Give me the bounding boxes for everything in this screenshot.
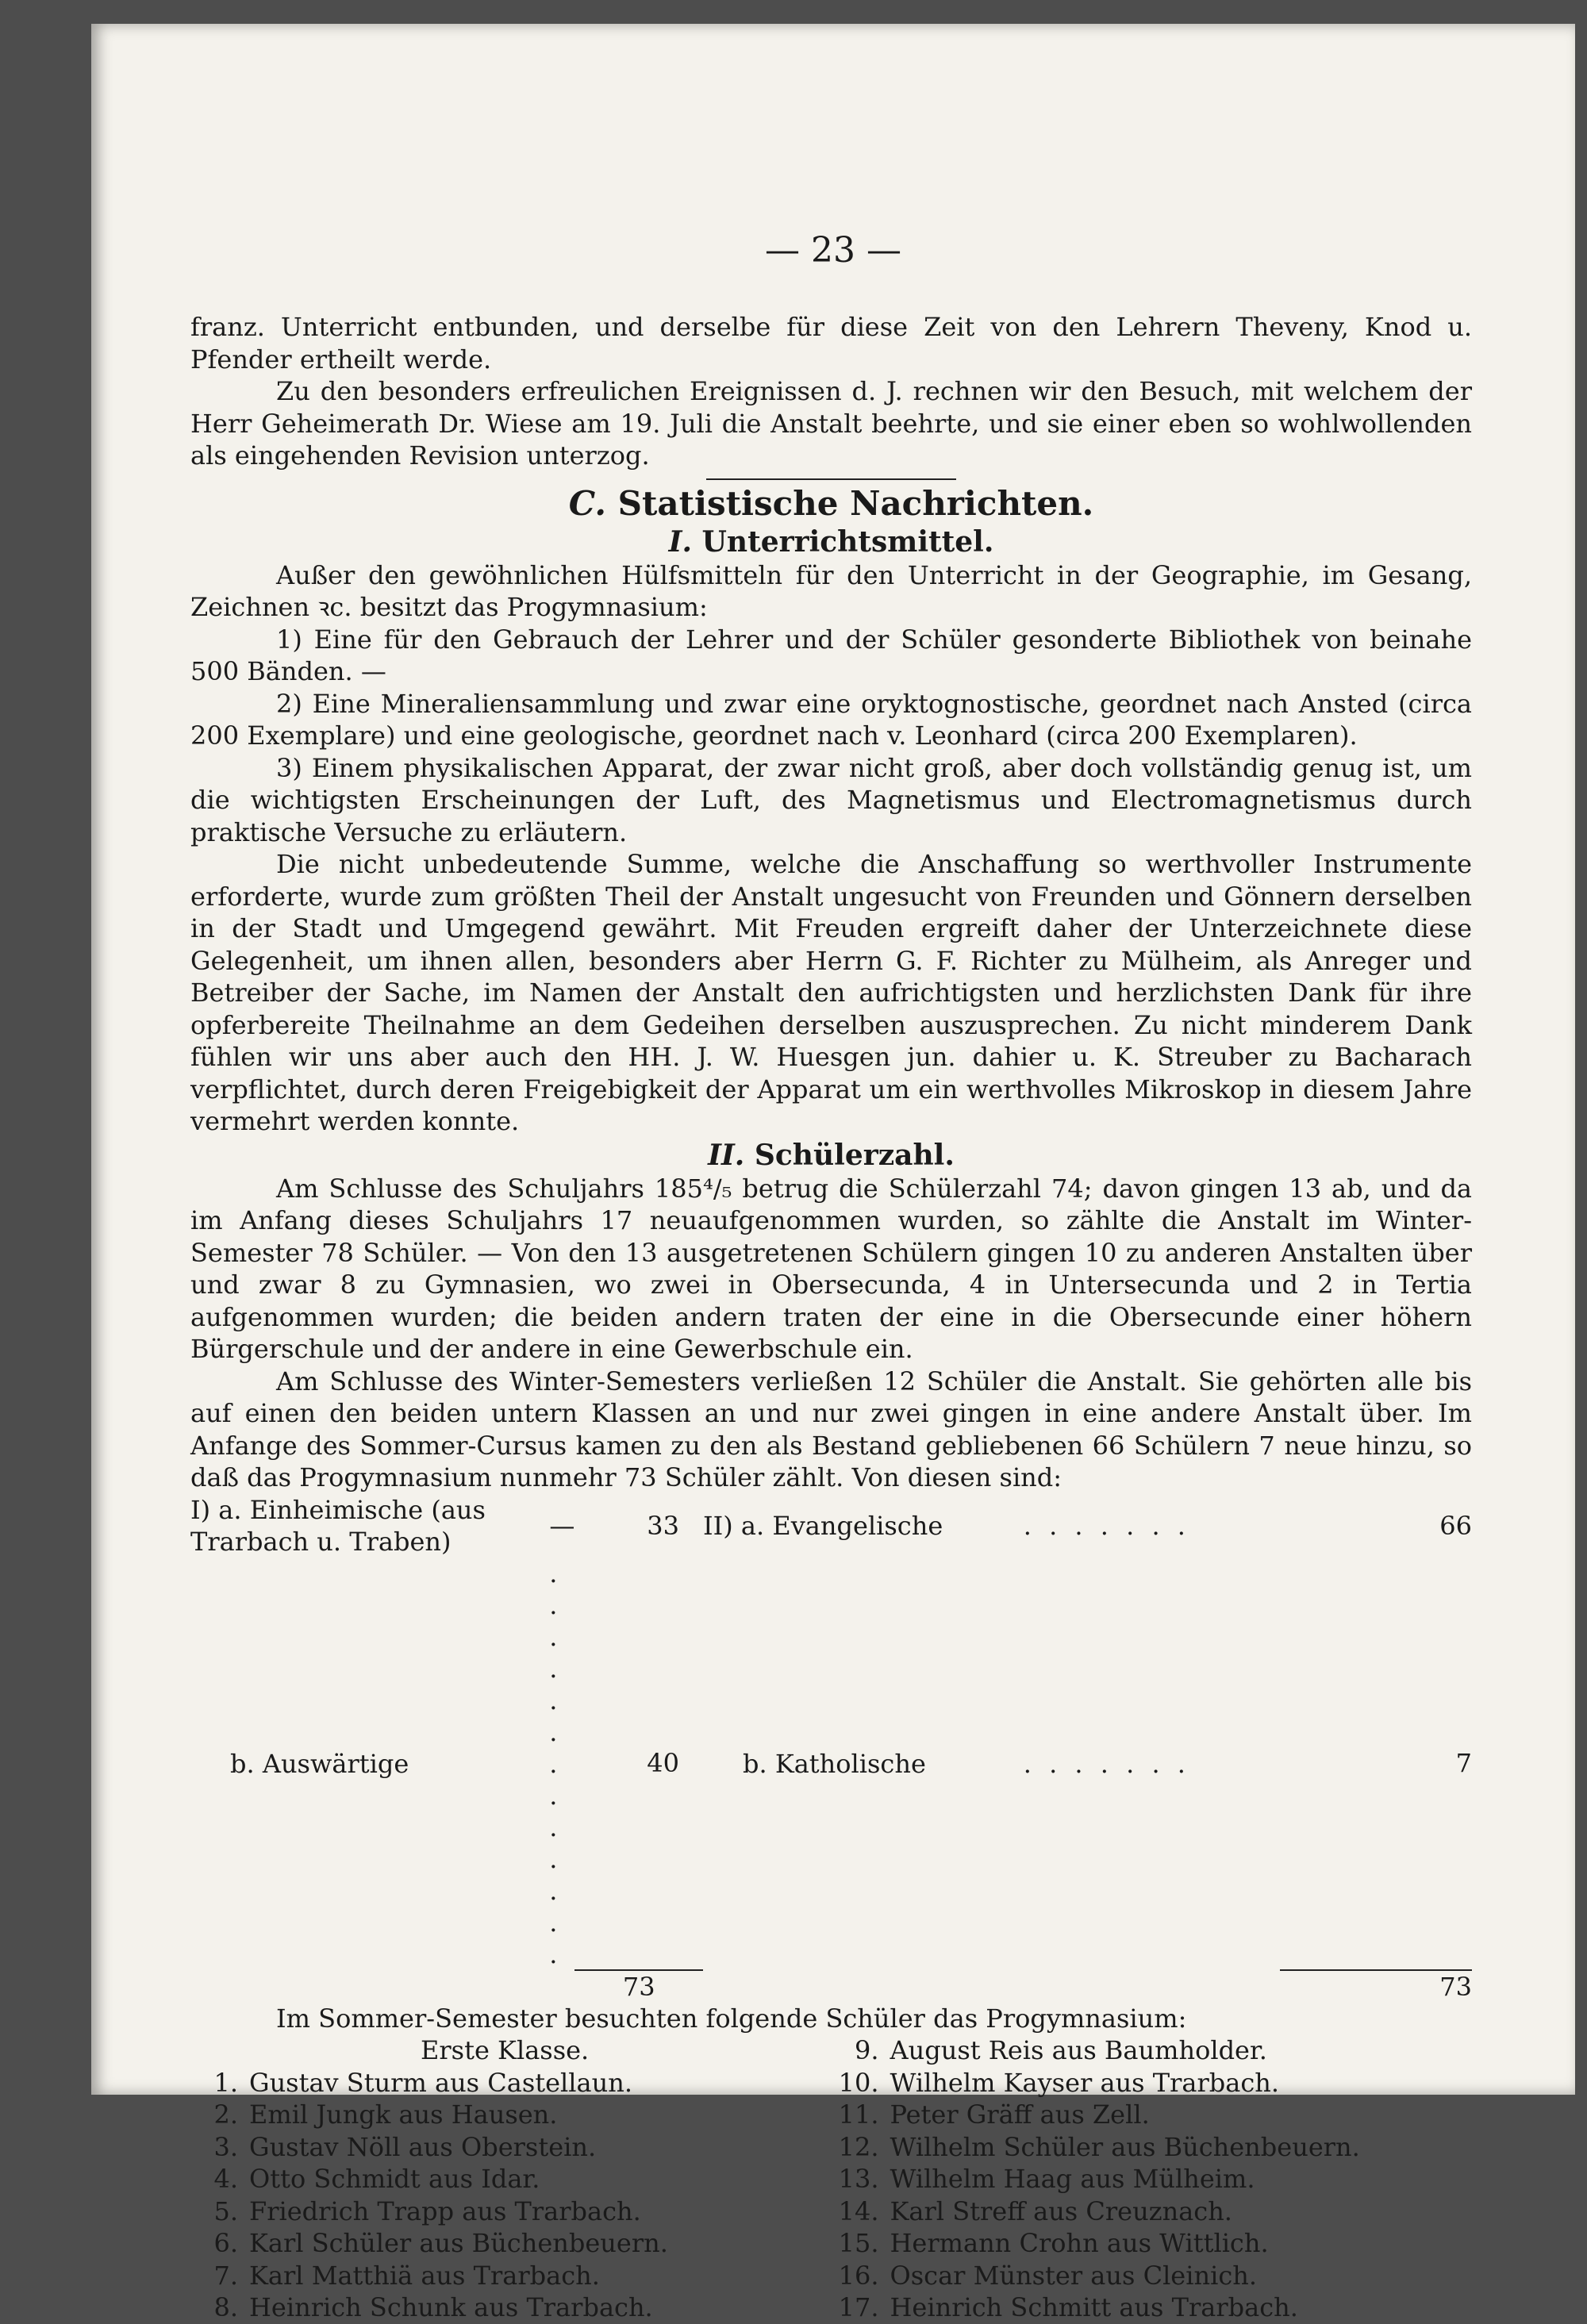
tally-left-label: I) a. Einheimische (aus Trarbach u. Traben) <box>190 1494 486 1557</box>
student-entry <box>832 2034 1473 2067</box>
student-number: 17. <box>838 2292 879 2322</box>
tally-left-label: b. Auswärtige <box>230 1748 409 1779</box>
section-divider <box>706 478 956 480</box>
tally-right-label: II) a. Evangelische <box>702 1510 943 1541</box>
student-number: 10. <box>838 2067 879 2098</box>
student-number: 13. <box>838 2164 879 2194</box>
student-entry <box>832 2195 1473 2228</box>
student-number: 12. <box>838 2131 879 2162</box>
student-number: 5. <box>213 2195 238 2226</box>
student-number: 6. <box>213 2228 238 2258</box>
student-number: 16. <box>838 2260 879 2291</box>
student-entry <box>190 2067 832 2099</box>
student-name: Karl Matthiä aus Trarbach. <box>249 2260 600 2291</box>
student-entry <box>832 2163 1473 2195</box>
part-1-numeral: I. <box>668 524 692 559</box>
student-entry <box>832 2291 1473 2324</box>
paragraph-2: Zu den besonders erfreulichen Ereignissen d. J. rechnen wir den Besuch, mit welchem der Herr Geheimerath Dr. Wiese am 19. Juli die Anstalt beehrte, und sie einer eben so wohlwollenden als eingehenden Revision unterzog. <box>190 376 1472 471</box>
tally-left-leader: — <box>549 1510 575 1541</box>
student-entry <box>190 2260 832 2292</box>
tally-row-1 <box>190 1494 1472 1558</box>
student-list-left <box>190 2034 832 2324</box>
student-name: Heinrich Schmitt aus Trarbach. <box>890 2292 1298 2322</box>
student-entry <box>832 2099 1473 2131</box>
student-entry <box>190 2227 832 2260</box>
student-number: 4. <box>213 2164 238 2194</box>
student-list-right-items <box>832 2034 1473 2324</box>
student-entry <box>832 2131 1473 2164</box>
tally-right-value: 7 <box>1455 1748 1472 1778</box>
part-1-closing: Die nicht unbedeutende Summe, welche die Anschaffung so werthvoller Instrumente erforderte, wurde zum größten Theil der Anstalt ungesucht von Freunden und Gönnern derselben in der Stadt und Umgegend gewährt. Mit Freuden ergreift daher der Unterzeichnete diese Gelegenheit, um ihnen allen, besonders aber Herrn G. F. Richter zu Mülheim, als Anreger und Betreiber der Sache, im Namen der Anstalt den aufrichtigsten und herzlichsten Dank für ihre opferbereite Theilnahme an dem Gedeihen derselben auszusprechen. Zu nicht minderem Dank fühlen wir uns aber auch den HH. J. W. Huesgen jun. dahier u. K. Streuber zu Bacharach verpflichtet, durch deren Freigebigkeit der Apparat um ein werthvolles Mikroskop in diesem Jahre vermehrt werden konnte. <box>190 849 1472 1136</box>
student-name: Emil Jungk aus Hausen. <box>249 2099 558 2130</box>
part-2-paragraph-2: Am Schlusse des Winter-Semesters verließen 12 Schüler die Anstalt. Sie gehörten alle bis auf einen den beiden untern Klassen an und nur zwei gingen in eine andere Anstalt über. Im Anfange des Sommer-Cursus kamen zu den als Bestand gebliebenen 66 Schülern 7 neue hinzu, so daß das Progymnasium nunmehr 73 Schüler zählt. Von diesen sind: <box>190 1366 1472 1492</box>
page-body <box>190 311 1472 2324</box>
part-1-item-3: 3) Einem physikalischen Apparat, der zwar nicht groß, aber doch vollständig genug ist, um die wichtigsten Erscheinungen der Luft, des Magnetismus und Electromagnetismus durch praktische Versuche zu erläutern. <box>190 752 1472 847</box>
page-number: — 23 — <box>765 230 901 271</box>
tally-right-total: 73 <box>1280 1970 1472 2003</box>
student-number: 8. <box>213 2292 238 2322</box>
student-name: Wilhelm Schüler aus Büchenbeuern. <box>890 2131 1360 2162</box>
paragraph-1: franz. Unterricht entbunden, und derselbe für diese Zeit von den Lehrern Theveny, Knod u. Pfender ertheilt werde. <box>190 312 1472 375</box>
tally-left-value: 40 <box>647 1748 679 1778</box>
tally-row-2 <box>190 1558 1472 1970</box>
student-number: 15. <box>838 2228 879 2258</box>
tally-left-leader: . . . . . . . . . . . . . <box>549 1558 563 1969</box>
student-name: Heinrich Schunk aus Trarbach. <box>249 2292 653 2322</box>
student-name: Wilhelm Kayser aus Trarbach. <box>890 2067 1280 2098</box>
student-name: Karl Streff aus Creuznach. <box>890 2195 1232 2226</box>
part-2-heading <box>190 1138 1472 1173</box>
student-number: 1. <box>213 2067 238 2098</box>
part-1-title: Unterrichtsmittel. <box>701 524 994 559</box>
student-name: August Reis aus Baumholder. <box>890 2035 1267 2065</box>
student-name: Hermann Crohn aus Wittlich. <box>890 2228 1269 2258</box>
student-entry <box>190 2099 832 2131</box>
part-1-intro: Außer den gewöhnlichen Hülfsmitteln für den Unterricht in der Geographie, im Gesang, Zeichnen ꝛc. besitzt das Progymnasium: <box>190 559 1472 622</box>
student-list-right <box>832 2034 1473 2324</box>
part-1-item-1: 1) Eine für den Gebrauch der Lehrer und der Schüler gesonderte Bibliothek von beinahe 500 Bänden. — <box>190 624 1472 686</box>
part-1-heading <box>190 524 1472 559</box>
part-2-title: Schülerzahl. <box>754 1138 955 1172</box>
student-name: Oscar Münster aus Cleinich. <box>890 2260 1258 2291</box>
document-page <box>91 24 1575 2322</box>
student-entry <box>190 2195 832 2228</box>
part-1-item-2: 2) Eine Mineraliensammlung und zwar eine oryktognostische, geordnet nach Ansted (circa 200 Exemplare) und eine geologische, geordnet nach v. Leonhard (circa 200 Exemplaren). <box>190 688 1472 751</box>
part-2-numeral: II. <box>708 1138 745 1172</box>
student-list-left-items <box>190 2067 832 2324</box>
tally-right-value: 66 <box>1439 1510 1472 1541</box>
student-number: 11. <box>838 2099 879 2130</box>
student-tally-table <box>190 1494 1472 2003</box>
student-entry <box>190 2163 832 2195</box>
student-entry <box>832 2227 1473 2260</box>
section-c-letter: C. <box>568 483 607 523</box>
student-list <box>190 2034 1472 2324</box>
section-c-title: Statistische Nachrichten. <box>617 483 1094 523</box>
student-name: Wilhelm Haag aus Mülheim. <box>890 2164 1255 2194</box>
tally-left-value: 33 <box>647 1510 679 1541</box>
tally-left-total: 73 <box>574 1970 703 2003</box>
student-entry <box>190 2291 832 2324</box>
student-entry <box>190 2131 832 2164</box>
student-number: 7. <box>213 2260 238 2291</box>
student-name: Gustav Nöll aus Oberstein. <box>249 2131 597 2162</box>
student-number: 3. <box>213 2131 238 2162</box>
class-label: Erste Klasse. <box>421 2035 590 2065</box>
tally-right-leader: . . . . . . . <box>1023 1510 1190 1541</box>
part-2-paragraph-1: Am Schlusse des Schuljahrs 185⁴/₅ betrug die Schülerzahl 74; davon gingen 13 ab, und da im Anfang dieses Schuljahrs 17 neuaufgenommen wurden, so zählte die Anstalt im Winter-Semester 78 Schüler. — Von den 13 ausgetretenen Schülern gingen 10 zu anderen Anstalten über und zwar 8 zu Gymnasien, wo zwei in Obersecunda, 4 in Untersecunda und 2 in Tertia aufgenommen wurden; die beiden andern traten der eine in die Obersecunde einer höhern Bürgerschule und der andere in eine Gewerbschule ein. <box>190 1173 1472 1364</box>
student-name: Friedrich Trapp aus Trarbach. <box>249 2195 641 2226</box>
student-name: Gustav Sturm aus Castellaun. <box>249 2067 632 2098</box>
summer-intro: Im Sommer-Semester besuchten folgende Schüler das Progymnasium: <box>276 2003 1187 2034</box>
tally-right-leader: . . . . . . . <box>1023 1748 1190 1779</box>
student-number: 14. <box>838 2195 879 2226</box>
student-entry <box>832 2260 1473 2292</box>
student-name: Peter Gräff aus Zell. <box>890 2099 1150 2130</box>
section-c-heading <box>190 483 1472 524</box>
tally-right-label: b. Katholische <box>742 1748 926 1779</box>
student-name: Karl Schüler aus Büchenbeuern. <box>249 2228 668 2258</box>
student-number: 9. <box>854 2035 879 2065</box>
tally-totals <box>190 1970 1472 2003</box>
student-name: Otto Schmidt aus Idar. <box>249 2164 540 2194</box>
student-entry <box>832 2067 1473 2099</box>
student-number: 2. <box>213 2099 238 2130</box>
